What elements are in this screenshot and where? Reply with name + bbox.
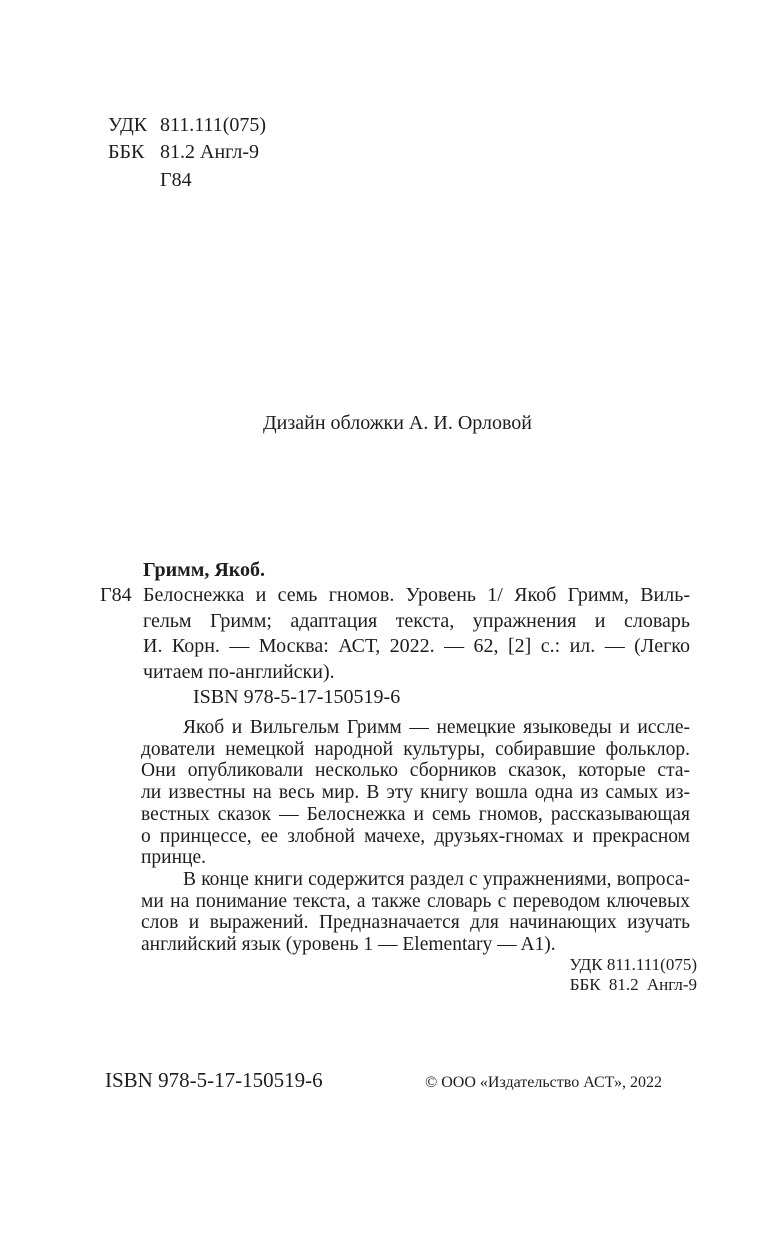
biblio-line: И. Корн. — Москва: АСТ, 2022. — 62, [2] с.: ил. — (Легко: [143, 635, 690, 658]
annotation-line: английский язык (уровень 1 — Elementary — A1).: [141, 934, 556, 956]
bbk-label: ББК: [108, 141, 145, 164]
annotation-line: о принцессе, ее злобной мачехе, друзьях-гномах и прекрасном: [141, 825, 690, 847]
bottom-udk: УДК 811.111(075): [569, 955, 697, 974]
annotation-line: ли известны на весь мир. В эту книгу вошла одна из самых из-: [141, 782, 690, 804]
udk-label: УДК: [108, 114, 148, 136]
top-classification-block: [108, 112, 266, 194]
annotation-line: дователи немецкой народной культуры, собиравшие фольклор.: [141, 738, 690, 760]
bibliographic-record: [100, 558, 690, 710]
udk-value: 811.111(075): [160, 114, 267, 136]
footer-isbn: ISBN 978-5-17-150519-6: [105, 1068, 323, 1092]
author-code: Г84: [160, 168, 192, 191]
annotation-block: [141, 717, 690, 956]
biblio-isbn: ISBN 978-5-17-150519-6: [193, 686, 401, 709]
annotation-line: В конце книги содержится раздел с упражнениями, вопроса-: [183, 868, 690, 890]
annotation-line: ми на понимание текста, а также словарь с переводом ключевых: [141, 890, 690, 912]
biblio-line: читаем по-английски).: [143, 660, 335, 683]
biblio-line: Белоснежка и семь гномов. Уровень 1/ Якоб Гримм, Виль-: [143, 584, 690, 607]
footer-copyright: © ООО «Издательство АСТ», 2022: [425, 1074, 662, 1091]
annotation-line: Они опубликовали несколько сборников сказок, которые ста-: [141, 760, 690, 782]
cover-design-credit: Дизайн обложки А. И. Орловой: [263, 412, 532, 434]
bottom-classification-block: [569, 955, 697, 994]
annotation-line: слов и выражений. Предназначается для начинающих изучать: [141, 912, 690, 934]
bibliographic-entry: [143, 583, 690, 710]
footer-line: [105, 1068, 690, 1093]
annotation-line: принце.: [141, 847, 207, 869]
annotation-line: Якоб и Вильгельм Гримм — немецкие языковеды и иссле-: [183, 717, 690, 738]
bbk-value: 81.2 Англ-9: [160, 141, 259, 164]
biblio-line: гельм Гримм; адаптация текста, упражнения и словарь: [143, 609, 690, 632]
annotation-line: вестных сказок — Белоснежка и семь гномов, рассказывающая: [141, 803, 690, 825]
index-code: Г84: [100, 584, 132, 607]
empty-cell: [108, 167, 160, 194]
bottom-bbk: ББК 81.2 Англ-9: [569, 974, 697, 994]
author-header: Гримм, Якоб.: [143, 559, 266, 581]
